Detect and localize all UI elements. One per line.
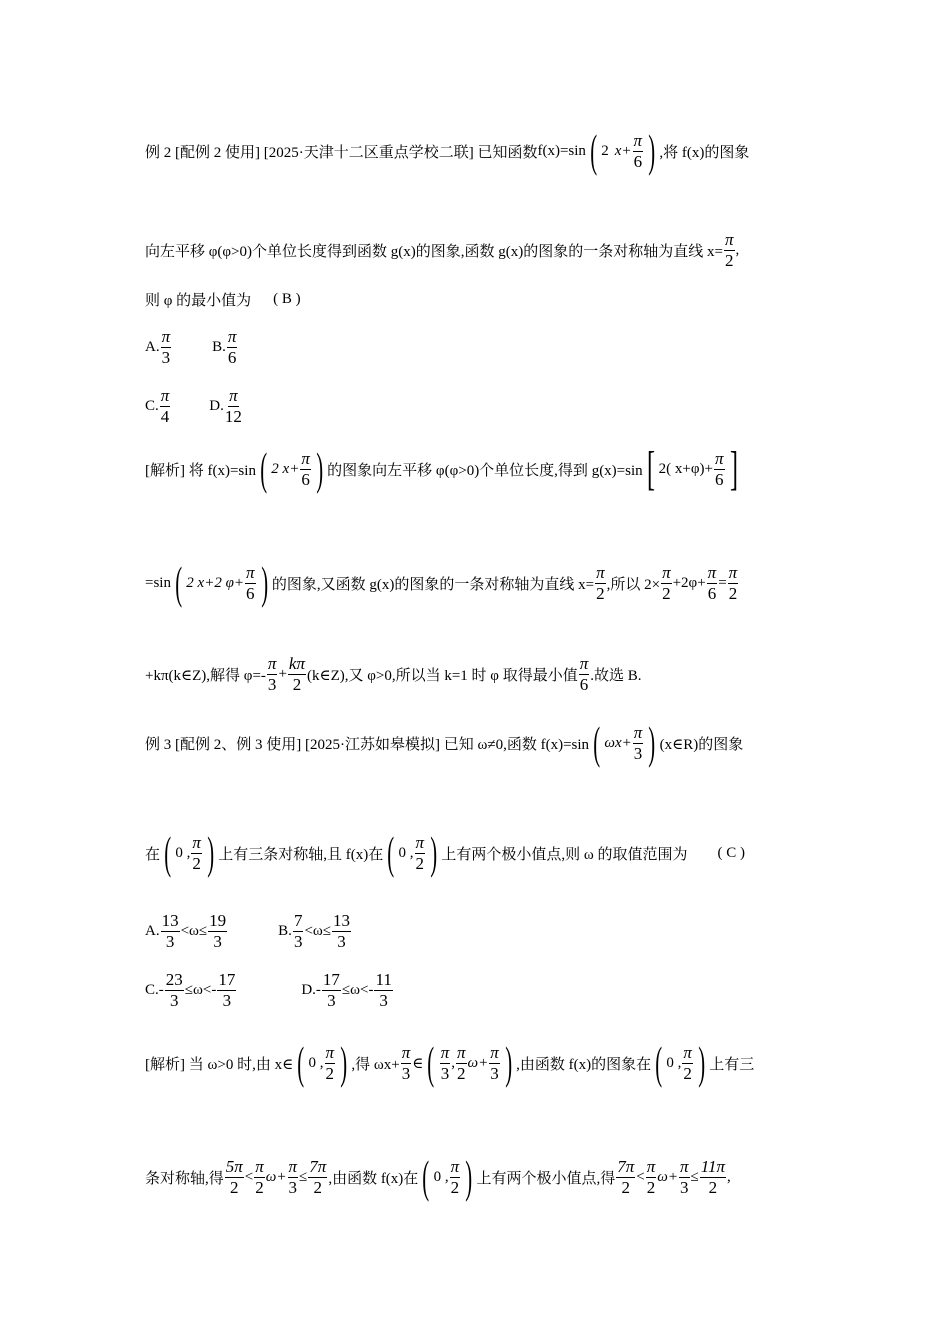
fraction [308,1158,327,1197]
math-text: C.- [145,981,164,998]
math-text: 上有两个极小值点,得 [476,1170,616,1187]
math-text: 的图象,又函数 g(x)的图象的一条对称轴为直线 x= [271,576,595,593]
math-text: ωx+ [604,734,632,751]
math-text: π [683,1042,692,1062]
math-text: 的图象向左平移 φ(φ>0)个单位长度,得到 g(x)=sin [327,462,643,479]
math-text: D.- [301,981,321,998]
math-text: π [724,230,734,249]
math-text: 6 [714,469,724,489]
ex2-solution-line-1 [145,442,741,495]
math-text: D. [209,397,224,414]
math-text: 4 [160,406,170,426]
math-text: [解析] 当 ω>0 时,由 x∈ [145,1056,294,1073]
bracket: ( [175,557,183,608]
math-text: 19 [209,911,227,930]
ex3-options-row-2 [145,971,394,1010]
math-text: =sin [145,574,171,591]
math-text: 2 [683,1063,692,1083]
math-text: 3 [440,1063,450,1083]
math-text: 2 [450,1177,460,1197]
bracket: ( [260,443,268,494]
math-text: , [451,1054,455,1071]
ex3-option-b [278,912,352,951]
math-text: π [160,386,170,405]
math-text: π [301,448,310,468]
ex2-line-2 [145,231,739,270]
math-text: 6 [579,674,589,694]
math-text: 3 [170,990,179,1010]
math-text: π [267,654,277,673]
math-text: 2 [456,1063,466,1083]
math-text: 0 , [398,844,414,861]
bracket: ] [729,442,738,495]
math-text: 23 [165,970,183,989]
fraction [633,724,644,763]
math-text: 3 [327,990,336,1010]
math-text: ,得 ωx+ [351,1056,400,1073]
math-text: 3 [401,1063,411,1083]
ex3-option-d [301,971,394,1010]
fraction [661,564,672,603]
math-group [423,1037,516,1088]
fraction [322,971,341,1010]
math-text: ω+ [467,1054,489,1071]
math-text: π [456,1042,466,1062]
bracket: ( [590,125,598,176]
math-text: 2 x+2 φ+ [186,574,244,591]
math-text: kπ [288,654,305,673]
math-text: 3 [379,990,388,1010]
math-text: π [633,130,643,150]
fraction [679,1158,690,1197]
math-text: π [646,1156,656,1176]
math-text: + [278,665,287,682]
math-text: 2 [255,1177,264,1197]
math-text: ,将 f(x)的图象 [659,144,750,161]
fraction [161,328,172,367]
fraction [456,1044,467,1083]
math-text: 3 [293,931,303,951]
math-text: (x∈R)的图象 [659,736,744,753]
fraction [217,971,236,1010]
fraction [332,912,351,951]
fraction [595,564,606,603]
math-group [160,827,218,878]
math-text: 17 [218,970,236,989]
fraction [415,834,426,873]
bracket: ( [427,1037,435,1088]
math-text: 3 [213,931,222,951]
math-text: π [707,562,717,582]
math-text: 3 [267,674,277,694]
math-text: 0 , [308,1054,324,1071]
ex2-fx: f(x)=sin [537,142,586,159]
math-text: 17 [322,970,340,989]
ex2-paren-expr [586,125,659,176]
math-text: π [490,1042,499,1062]
math-text: 3 [222,990,232,1010]
math-text: B. [278,922,292,939]
bracket: ) [648,125,656,176]
math-text: π [227,327,237,346]
ex2-option-c [145,387,171,426]
math-group [651,1037,709,1088]
fraction [225,1158,244,1197]
math-text: 2 [646,1177,656,1197]
fraction [288,655,306,694]
ex3-answer: ( C ) [717,844,746,861]
bracket: ) [316,443,323,494]
math-text: , [727,1168,731,1185]
math-text: π [288,1156,298,1176]
fraction [489,1044,500,1083]
math-text: 上有两个极小值点,则 ω 的取值范围为 [441,846,688,863]
ex3-option-a [145,912,228,951]
math-text: 上有三条对称轴,且 f(x)在 [218,846,384,863]
math-text: 6 [707,583,717,603]
ex2-solution-line-3 [145,655,642,694]
math-text: 2 [708,1177,718,1197]
ex2-option-b [212,328,238,367]
math-text: ≤ [299,1168,308,1185]
math-text: +kπ(k∈Z),解得 φ=- [145,667,266,684]
math-text: 2 [724,250,734,270]
math-text: .故选 B. [590,667,642,684]
math-text: π [415,832,425,852]
math-text: x+ [614,142,632,159]
math-text: 5π [225,1156,243,1176]
bracket: ( [655,1037,663,1088]
math-group [171,557,272,608]
ex3-line-1 [145,717,744,768]
bracket: ) [504,1037,512,1088]
math-text: π [255,1156,264,1176]
math-text: 7π [617,1156,635,1176]
fraction [245,564,256,603]
ex2-question-prefix: 例 2 [配例 2 使用] [2025·天津十二区重点学校二联] 已知函数 [145,144,538,161]
math-text: 2 [415,853,425,873]
math-text: 2 [230,1177,239,1197]
math-text: 3 [337,931,346,951]
bracket: ) [207,827,214,878]
math-text: 3 [165,931,175,951]
math-text: 向左平移 φ(φ>0)个单位长度得到函数 g(x)的图象,函数 g(x)的图象的一条对称轴为直线 x= [145,243,723,260]
bracket: ) [465,1151,473,1202]
math-text: 2 [192,853,201,873]
ex2-option-d [209,387,243,426]
math-text: π [680,1156,689,1176]
math-text: π [161,327,171,346]
fraction [714,450,725,489]
math-text: 例 3 [配例 2、例 3 使用] [2025·江苏如皋模拟] 已知 ω≠0,函数 f(x)=sin [145,736,590,753]
math-text: 2 [325,1063,335,1083]
math-text: 13 [161,911,179,930]
ex2-line-3 [145,289,301,310]
math-text: π [579,654,589,673]
ex3-solution-line-1 [145,1037,755,1088]
math-text: ,由函数 f(x)在 [328,1170,419,1187]
math-text: < [636,1168,645,1185]
math-text: [解析] 将 f(x)=sin [145,462,256,479]
bracket: ( [593,717,601,768]
math-text: ∈ [412,1055,424,1072]
math-text: 上有三 [709,1056,755,1073]
math-text: 2 x+ [271,460,300,477]
fraction [254,1158,265,1197]
fraction [165,971,184,1010]
fraction [208,912,227,951]
math-text: ω+ [657,1168,679,1185]
math-text: 6 [633,151,643,171]
math-text: π [714,448,724,468]
ex2-option-a [145,328,172,367]
math-text: π [401,1042,411,1062]
math-text: 2 [662,583,671,603]
math-text: ≤ [690,1168,699,1185]
math-text: 则 φ 的最小值为 [145,293,252,309]
math-text: C. [145,397,159,414]
math-text: 0 , [433,1168,449,1185]
math-text: π [596,562,605,582]
math-text: ,所以 2× [606,576,661,593]
ex2-line-1 [145,125,750,176]
math-text: π [440,1042,450,1062]
math-group [418,1151,476,1202]
bracket: ) [430,827,438,878]
math-text: 2 [596,583,605,603]
ex2-options-row-1 [145,328,238,367]
math-group [293,1037,351,1088]
ex2-options-row-2 [145,387,243,426]
fraction [579,655,590,694]
math-text: 2( x+φ)+ [658,460,713,477]
math-group [643,442,742,495]
math-text: 2 [313,1177,323,1197]
math-text: 12 [224,406,242,426]
math-text: 0 , [666,1054,682,1071]
math-text: π [246,562,255,582]
math-text: B. [212,338,226,355]
fraction [374,971,392,1010]
math-text: π [450,1156,460,1176]
math-text: 3 [288,1177,298,1197]
ex2-answer: ( B ) [273,291,301,307]
bracket: ( [297,1037,305,1088]
bracket: ) [260,557,268,608]
math-text: 11π [700,1156,726,1176]
bracket: ) [340,1037,348,1088]
ex3-solution-line-2 [145,1151,731,1202]
math-text: 条对称轴,得 [145,1170,224,1187]
math-text: 6 [246,583,255,603]
math-text: 2 [621,1177,631,1197]
math-text: 2 [292,674,302,694]
math-text: 2 [601,142,609,159]
math-text: +2φ+ [672,574,706,591]
math-text: , [735,241,740,258]
math-text: 3 [633,743,643,763]
math-text: π [192,832,201,852]
bracket: ( [387,827,395,878]
math-group [256,443,327,494]
math-text: ≤ω<- [341,981,374,998]
fraction [288,1158,299,1197]
fraction [300,450,311,489]
math-text: 6 [227,347,237,367]
fraction [191,834,202,873]
math-text: 在 [145,846,161,863]
math-text: 3 [161,347,171,367]
math-text: π [325,1042,335,1062]
fraction [227,328,238,367]
math-text: A. [145,922,160,939]
fraction [682,1044,693,1083]
math-group [589,717,660,768]
math-text: = [718,574,727,591]
fraction [707,564,718,603]
math-text: (k∈Z),又 φ>0,所以当 k=1 时 φ 取得最小值 [306,667,578,684]
ex3-option-c [145,971,237,1010]
fraction [401,1044,412,1083]
math-text: π [662,562,671,582]
fraction [724,231,735,270]
math-text: 3 [490,1063,499,1083]
fraction [633,132,644,171]
math-text: 13 [333,911,351,930]
math-text: 2 [728,583,738,603]
ex2-solution-line-2 [145,557,739,608]
math-text: 11 [375,970,392,989]
math-text: < [244,1168,254,1185]
math-text: 7π [309,1156,327,1176]
math-text: ω+ [265,1168,287,1185]
bracket: ) [698,1037,706,1088]
math-text: A. [145,338,160,355]
ex3-options-row-1 [145,912,352,951]
ex3-line-2 [145,827,746,878]
fraction [161,912,180,951]
math-group [383,827,441,878]
bracket: ( [422,1151,430,1202]
math-text: 0 , [175,844,191,861]
bracket: [ [646,442,655,495]
fraction [440,1044,451,1083]
math-text: 7 [293,911,303,930]
fraction [646,1158,657,1197]
math-text: 3 [680,1177,689,1197]
math-text: ≤ω<- [184,981,217,998]
fraction [225,387,242,426]
fraction [293,912,304,951]
bracket: ) [648,717,656,768]
fraction [160,387,171,426]
fraction [728,564,739,603]
fraction [450,1158,461,1197]
fraction [267,655,278,694]
math-text: <ω≤ [180,922,208,939]
math-text: ,由函数 f(x)的图象在 [516,1056,652,1073]
math-text: 6 [301,469,310,489]
math-text: <ω≤ [304,922,332,939]
bracket: ( [164,827,172,878]
math-text: π [633,722,643,742]
math-text: π [728,562,738,582]
math-text: π [229,386,238,405]
fraction [700,1158,726,1197]
fraction [325,1044,336,1083]
fraction [616,1158,635,1197]
